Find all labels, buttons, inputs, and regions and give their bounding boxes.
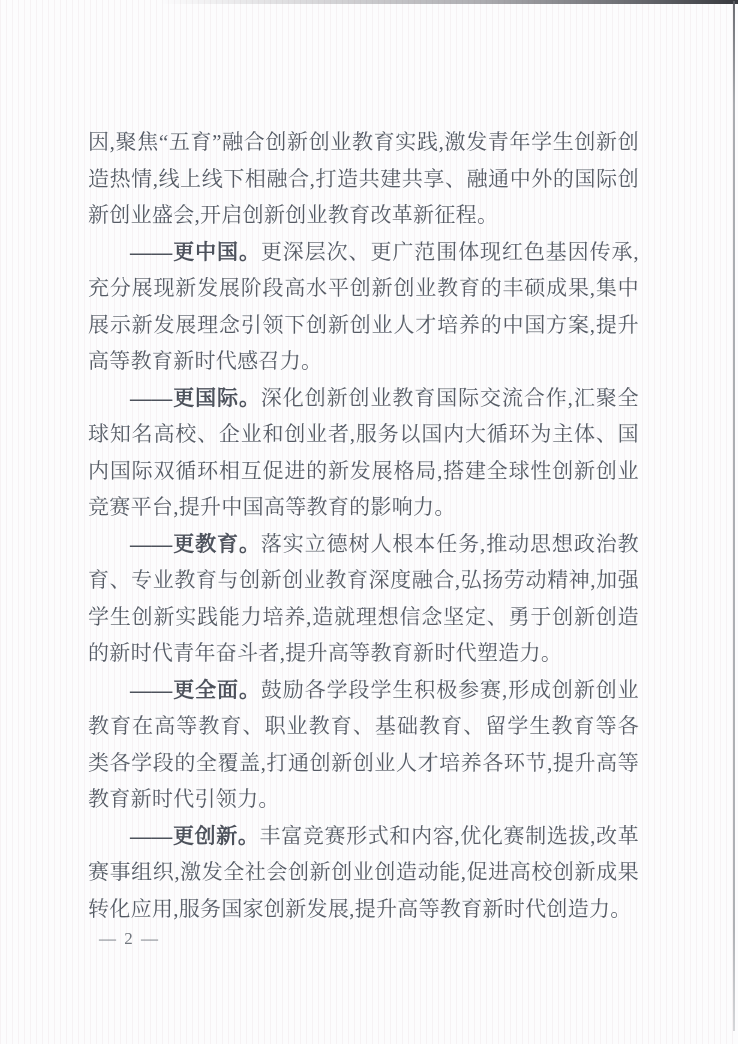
paragraph-lead: ——更全面。 — [130, 677, 261, 702]
paragraph-text: 因,聚焦“五育”融合创新创业教育实践,激发青年学生创新创造热情,线上线下相融合,打造共建共享、融通中外的国际创新创业盛会,开启创新创业教育改革新征程。 — [88, 130, 639, 227]
paragraph-text: 落实立德树人根本任务,推动思想政治教育、专业教育与创新创业教育深度融合,弘扬劳动精神,加强学生创新实践能力培养,造就理想信念坚定、勇于创新创造的新时代青年奋斗者,提升高等教育新时代塑造力。 — [88, 531, 639, 665]
paragraph-text: 丰富竞赛形式和内容,优化赛制选拔,改革赛事组织,激发全社会创新创业创造动能,促进高校创新成果转化应用,服务国家创新发展,提升高等教育新时代创造力。 — [88, 823, 639, 921]
paragraph-lead: ——更创新。 — [130, 823, 260, 848]
paragraph — [88, 526, 639, 672]
scan-edge-right-artifact — [733, 1, 735, 1031]
paragraph-lead: ——更国际。 — [130, 385, 261, 410]
paragraph-lead: ——更教育。 — [130, 531, 261, 556]
paragraph — [88, 818, 639, 928]
paragraph-lead: ——更中国。 — [130, 239, 261, 264]
paragraph — [88, 124, 639, 234]
document-body — [88, 124, 639, 927]
paragraph-text: 鼓励各学段学生积极参赛,形成创新创业教育在高等教育、职业教育、基础教育、留学生教育等各类各学段的全覆盖,打通创新创业人才培养各环节,提升高等教育新时代引领力。 — [88, 677, 639, 811]
paragraph-text: 深化创新创业教育国际交流合作,汇聚全球知名高校、企业和创业者,服务以国内大循环为主体、国内国际双循环相互促进的新发展格局,搭建全球性创新创业竞赛平台,提升中国高等教育的影响力。 — [88, 385, 639, 519]
page-number: — 2 — — [99, 929, 160, 948]
paragraph — [88, 672, 639, 818]
paragraph-text: 更深层次、更广范围体现红色基因传承,充分展现新发展阶段高水平创新创业教育的丰硕成果,集中展示新发展理念引领下创新创业人才培养的中国方案,提升高等教育新时代感召力。 — [88, 239, 639, 373]
paragraph — [88, 380, 639, 526]
scan-edge-top-artifact — [160, 0, 738, 4]
paragraph — [88, 234, 639, 380]
